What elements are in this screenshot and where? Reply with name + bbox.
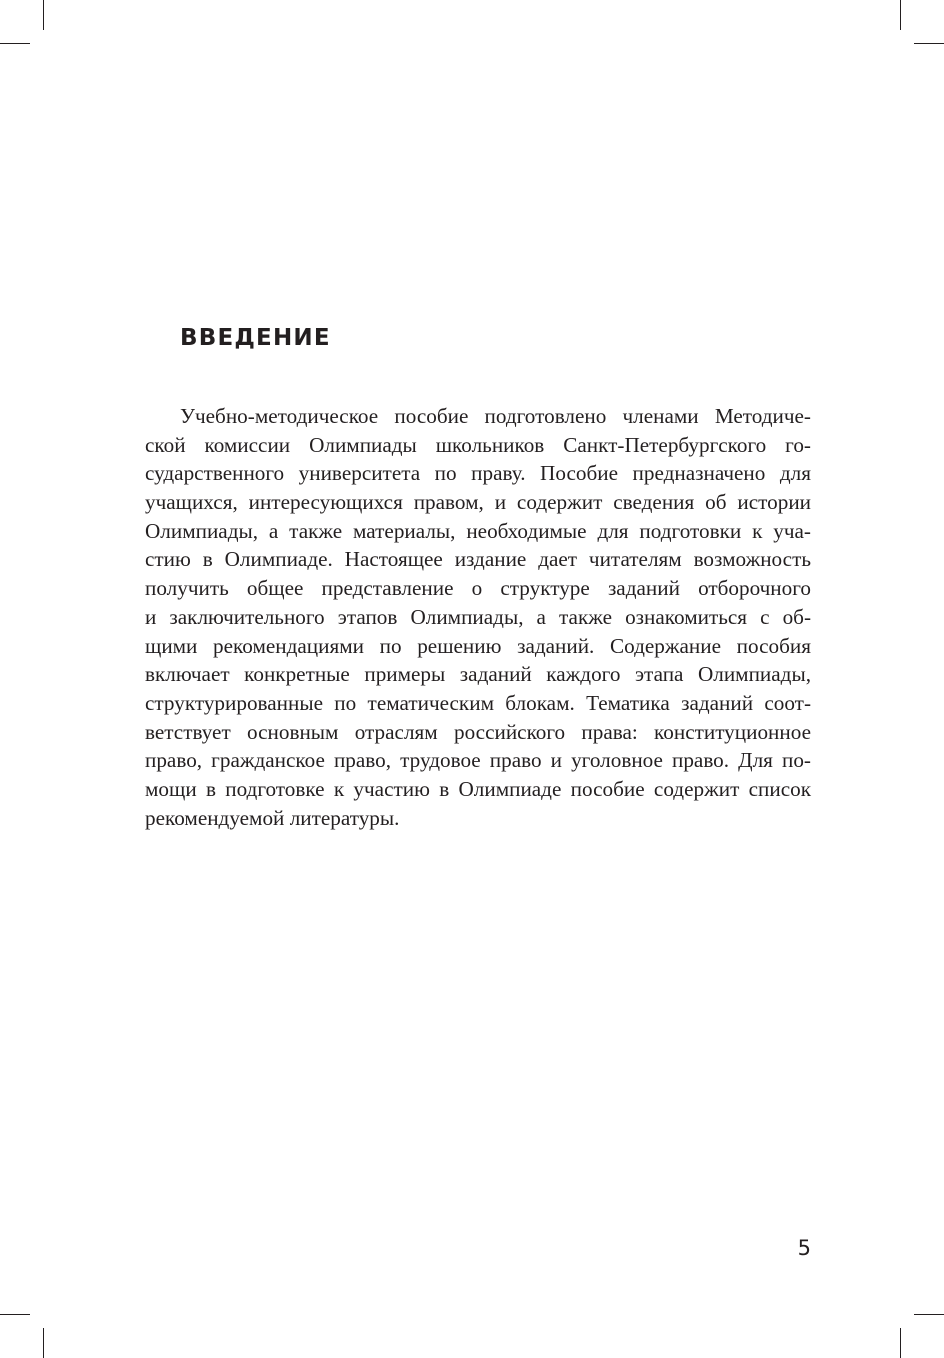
paragraph-line: право, гражданское право, трудовое право и уголовное право. Для по- [145, 748, 811, 773]
crop-mark-top-left-horizontal [0, 43, 30, 44]
paragraph-line: и заключительного этапов Олимпиады, а также ознакомиться с об- [145, 604, 811, 629]
page-number: 5 [797, 1236, 811, 1260]
crop-mark-bottom-right-vertical [900, 1328, 901, 1358]
paragraph-line: учащихся, интересующихся правом, и содержит сведения об истории [145, 490, 811, 515]
paragraph-line: ветствует основным отраслям российского права: конституционное [145, 719, 811, 744]
page-title: ВВЕДЕНИЕ [180, 325, 331, 351]
paragraph-line: сударственного университета по праву. Пособие предназначено для [145, 461, 811, 486]
paragraph-line: стию в Олимпиаде. Настоящее издание дает читателям возможность [145, 547, 811, 572]
paragraph-line: получить общее представление о структуре заданий отборочного [145, 576, 811, 601]
paragraph-line: рекомендуемой литературы. [145, 805, 400, 830]
crop-mark-bottom-left-horizontal [0, 1314, 30, 1315]
crop-mark-top-right-vertical [900, 0, 901, 30]
paragraph-line: Олимпиады, а также материалы, необходимые для подготовки к уча- [145, 518, 811, 543]
paragraph-line: структурированные по тематическим блокам. Тематика заданий соот- [145, 690, 811, 715]
paragraph-line: ской комиссии Олимпиады школьников Санкт-Петербургского го- [145, 432, 811, 457]
crop-mark-top-right-horizontal [914, 43, 944, 44]
crop-mark-top-left-vertical [43, 0, 44, 30]
crop-mark-bottom-left-vertical [43, 1328, 44, 1358]
paragraph-line: щими рекомендациями по решению заданий. Содержание пособия [145, 633, 811, 658]
crop-mark-bottom-right-horizontal [914, 1314, 944, 1315]
paragraph-line: включает конкретные примеры заданий каждого этапа Олимпиады, [145, 662, 811, 687]
paragraph-line: Учебно-методическое пособие подготовлено членами Методиче- [180, 404, 811, 428]
paragraph-line: мощи в подготовке к участию в Олимпиаде пособие содержит список [145, 776, 811, 801]
introduction-paragraph [145, 402, 811, 832]
